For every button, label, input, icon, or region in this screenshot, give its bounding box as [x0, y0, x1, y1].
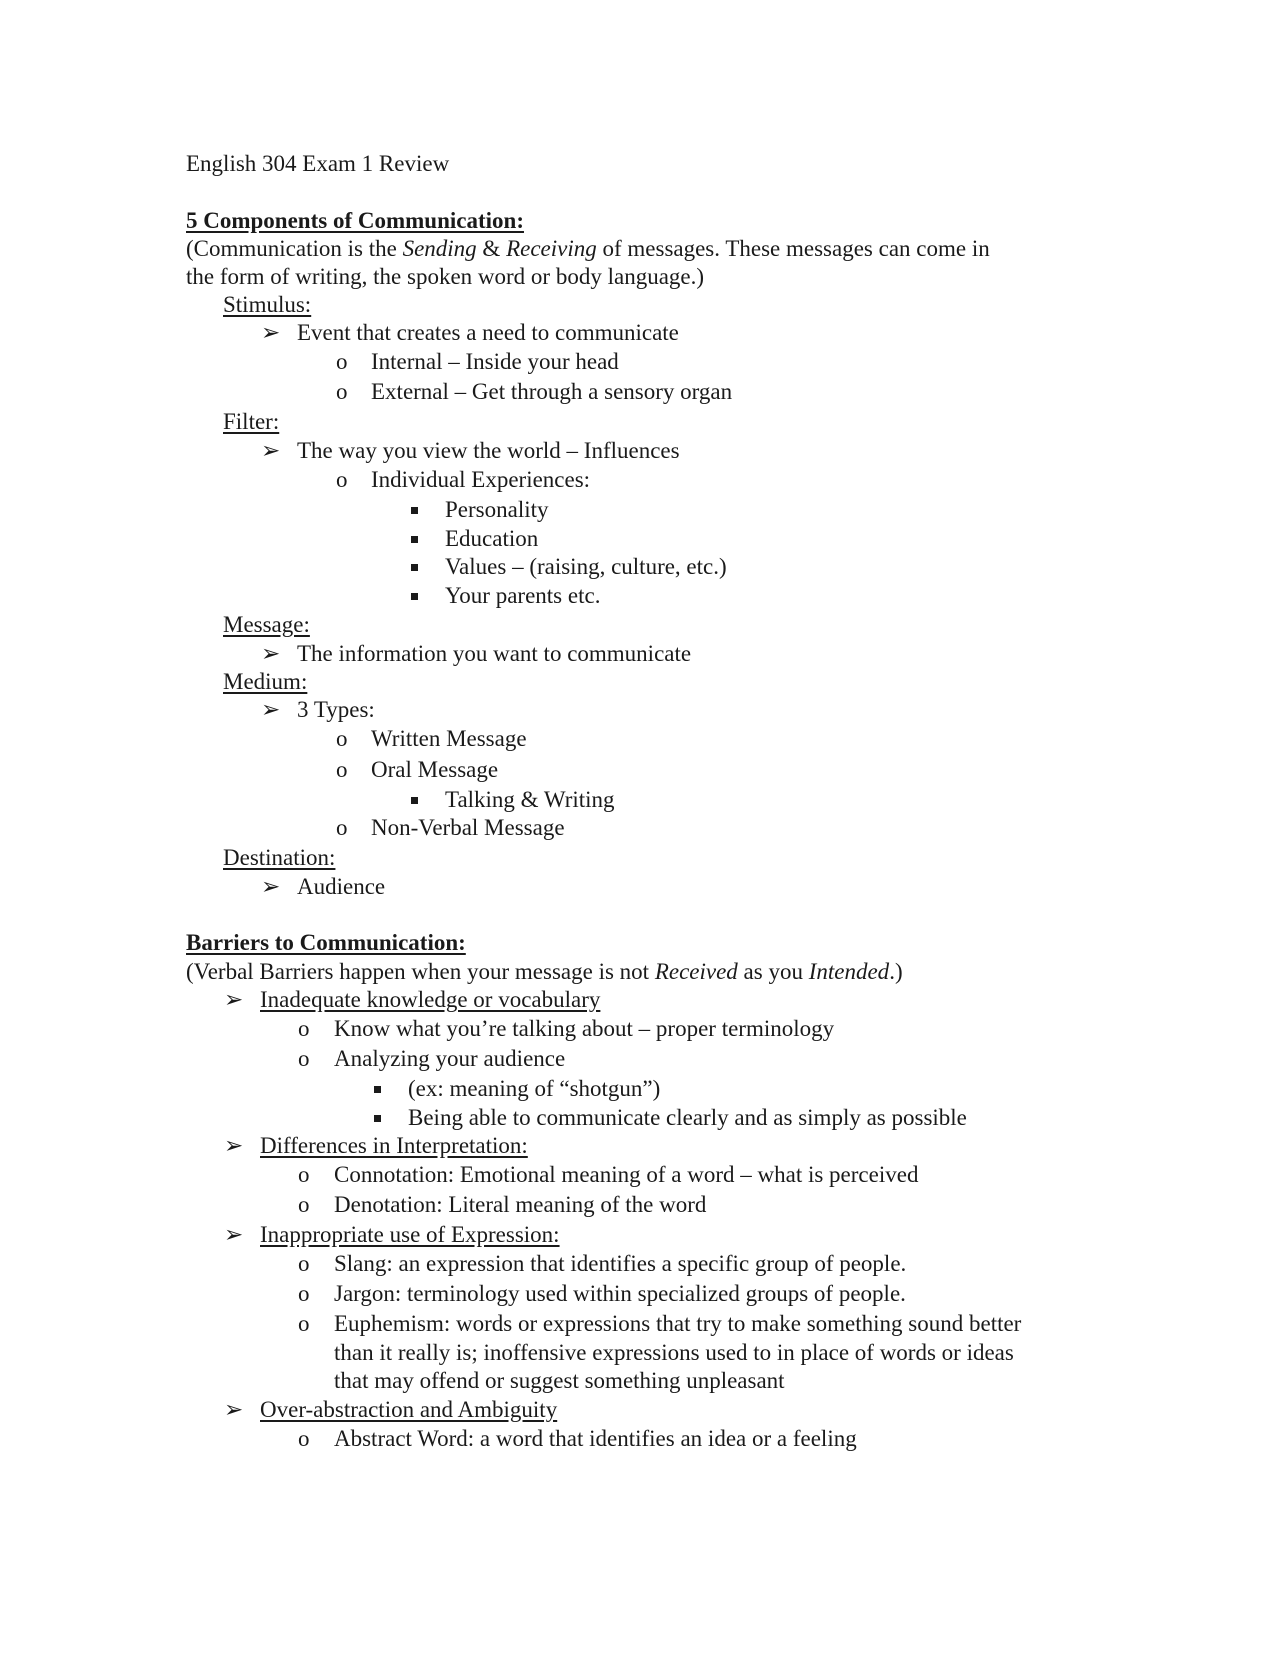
list-item: Individual Experiences: [371, 467, 591, 492]
circle-bullet-icon: o [336, 726, 348, 751]
subheading-stimulus: Stimulus: [223, 292, 312, 317]
subheading-inadequate: Inadequate knowledge or vocabulary [260, 987, 601, 1012]
circle-bullet-icon: o [336, 467, 348, 492]
square-bullet-icon [374, 1115, 381, 1122]
square-bullet-icon [374, 1086, 381, 1093]
circle-bullet-icon: o [298, 1251, 310, 1276]
list-item: Being able to communicate clearly and as simply as possible [408, 1105, 967, 1130]
arrow-bullet-icon: ➢ [261, 697, 281, 722]
arrow-bullet-icon: ➢ [261, 320, 281, 345]
section-intro-line-1: (Communication is the Sending & Receiving of messages. These messages can come in [186, 236, 990, 261]
list-item: Audience [297, 874, 386, 899]
circle-bullet-icon: o [336, 349, 348, 374]
arrow-bullet-icon: ➢ [224, 1397, 244, 1422]
subheading-destination: Destination: [223, 845, 336, 870]
circle-bullet-icon: o [298, 1046, 310, 1071]
circle-bullet-icon: o [336, 757, 348, 782]
arrow-bullet-icon: ➢ [261, 874, 281, 899]
list-item-continuation: that may offend or suggest something unpleasant [334, 1368, 785, 1393]
square-bullet-icon [411, 593, 418, 600]
list-item: Abstract Word: a word that identifies an idea or a feeling [334, 1426, 857, 1451]
arrow-bullet-icon: ➢ [261, 438, 281, 463]
arrow-bullet-icon: ➢ [224, 1133, 244, 1158]
circle-bullet-icon: o [336, 379, 348, 404]
arrow-bullet-icon: ➢ [224, 1222, 244, 1247]
square-bullet-icon [411, 564, 418, 571]
square-bullet-icon [411, 536, 418, 543]
list-item: Denotation: Literal meaning of the word [334, 1192, 707, 1217]
section-heading-components: 5 Components of Communication: [186, 208, 524, 233]
list-item: Non-Verbal Message [371, 815, 565, 840]
list-item: Talking & Writing [445, 787, 615, 812]
circle-bullet-icon: o [298, 1281, 310, 1306]
arrow-bullet-icon: ➢ [261, 641, 281, 666]
subheading-medium: Medium: [223, 669, 308, 694]
subheading-inappropriate: Inappropriate use of Expression: [260, 1222, 560, 1247]
list-item: Education [445, 526, 539, 551]
circle-bullet-icon: o [298, 1311, 310, 1336]
circle-bullet-icon: o [336, 815, 348, 840]
section-intro-barriers: (Verbal Barriers happen when your message is not Received as you Intended.) [186, 959, 903, 984]
list-item: Connotation: Emotional meaning of a word – what is perceived [334, 1162, 919, 1187]
document-title: English 304 Exam 1 Review [186, 151, 450, 176]
list-item: (ex: meaning of “shotgun”) [408, 1076, 661, 1101]
subheading-differences: Differences in Interpretation: [260, 1133, 528, 1158]
square-bullet-icon [411, 797, 418, 804]
section-heading-barriers: Barriers to Communication: [186, 930, 466, 955]
subheading-message: Message: [223, 612, 310, 637]
arrow-bullet-icon: ➢ [224, 987, 244, 1012]
square-bullet-icon [411, 507, 418, 514]
list-item: Know what you’re talking about – proper terminology [334, 1016, 835, 1041]
subheading-overabstraction: Over-abstraction and Ambiguity [260, 1397, 558, 1422]
list-item: Analyzing your audience [334, 1046, 566, 1071]
list-item: Written Message [371, 726, 527, 751]
circle-bullet-icon: o [298, 1016, 310, 1041]
list-item: Oral Message [371, 757, 499, 782]
list-item: Values – (raising, culture, etc.) [445, 554, 727, 579]
list-item: The information you want to communicate [297, 641, 692, 666]
list-item: 3 Types: [297, 697, 375, 722]
list-item: Jargon: terminology used within specialized groups of people. [334, 1281, 906, 1306]
list-item: Euphemism: words or expressions that try to make something sound better [334, 1311, 1022, 1336]
subheading-filter: Filter: [223, 409, 280, 434]
circle-bullet-icon: o [298, 1192, 310, 1217]
list-item: Personality [445, 497, 549, 522]
circle-bullet-icon: o [298, 1426, 310, 1451]
list-item: The way you view the world – Influences [297, 438, 680, 463]
list-item-continuation: than it really is; inoffensive expressions used to in place of words or ideas [334, 1340, 1014, 1365]
list-item: Your parents etc. [445, 583, 601, 608]
list-item: Event that creates a need to communicate [297, 320, 679, 345]
section-intro-line-2: the form of writing, the spoken word or body language.) [186, 264, 705, 289]
list-item: External – Get through a sensory organ [371, 379, 733, 404]
circle-bullet-icon: o [298, 1162, 310, 1187]
list-item: Internal – Inside your head [371, 349, 619, 374]
list-item: Slang: an expression that identifies a specific group of people. [334, 1251, 907, 1276]
